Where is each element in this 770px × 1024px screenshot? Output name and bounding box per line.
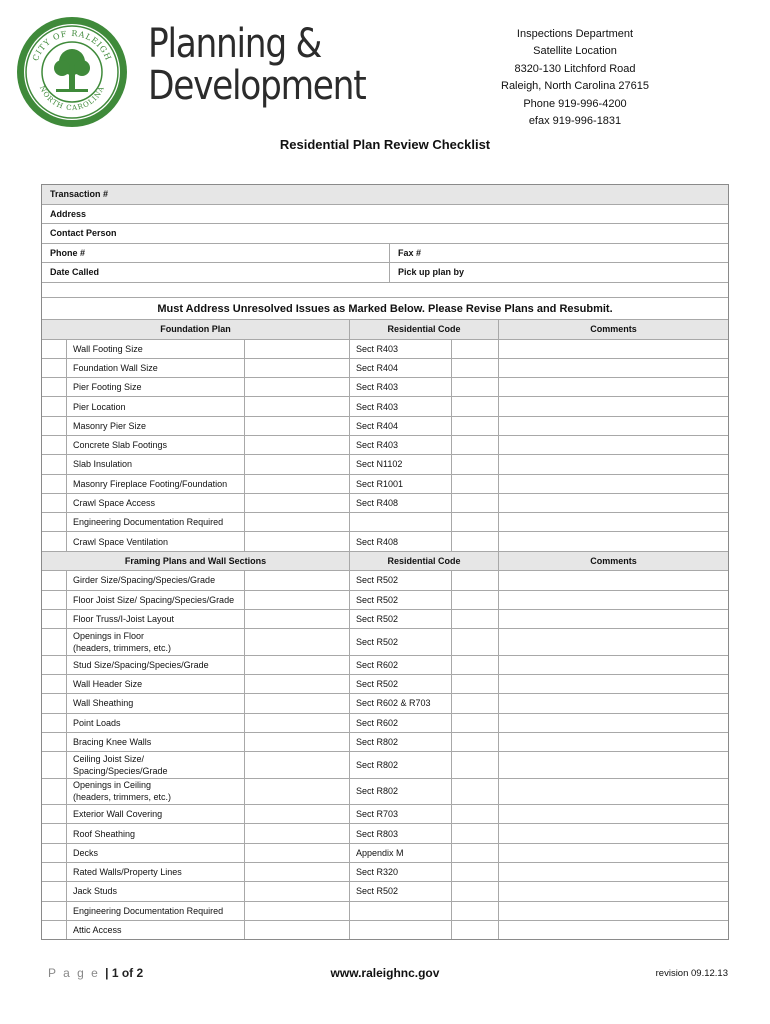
- item-text: Crawl Space Ventilation: [73, 536, 169, 547]
- brand-line-1: Planning &: [148, 21, 322, 67]
- code-note-cell[interactable]: [452, 714, 499, 732]
- checklist-row: [42, 628, 728, 655]
- comments-cell[interactable]: [499, 532, 728, 550]
- item-label: [67, 378, 245, 396]
- checklist-row: [42, 751, 728, 778]
- code-cell: Sect R403: [350, 378, 452, 396]
- comments-cell[interactable]: [499, 714, 728, 732]
- code-note-cell[interactable]: [452, 591, 499, 609]
- code-cell: Sect N1102: [350, 455, 452, 473]
- item-note-cell[interactable]: [245, 397, 350, 415]
- item-text: Ceiling Joist Size/: [73, 753, 145, 764]
- item-note-cell[interactable]: [245, 805, 350, 823]
- item-label: [67, 882, 245, 900]
- item-label: [67, 779, 245, 805]
- item-note-cell[interactable]: [245, 378, 350, 396]
- item-label: [67, 902, 245, 920]
- comments-cell[interactable]: [499, 571, 728, 589]
- item-note-cell[interactable]: [245, 752, 350, 778]
- checklist-row: [42, 396, 728, 415]
- check-box[interactable]: [42, 340, 67, 358]
- instruction-banner: Must Address Unresolved Issues as Marked Below. Please Revise Plans and Resubmit.: [157, 302, 613, 315]
- revision-date: revision 09.12.13: [655, 968, 728, 979]
- item-text: Stud Size/Spacing/Species/Grade: [73, 659, 209, 670]
- item-note-cell[interactable]: [245, 417, 350, 435]
- item-label: [67, 340, 245, 358]
- code-column-header: Residential Code: [350, 320, 499, 339]
- item-text: Openings in Ceiling: [73, 780, 152, 791]
- contact-person-field[interactable]: Contact Person: [50, 228, 117, 239]
- item-text: Jack Studs: [73, 886, 118, 897]
- comments-cell[interactable]: [499, 340, 728, 358]
- date-called-field[interactable]: Date Called: [42, 263, 390, 282]
- section-title: Framing Plans and Wall Sections: [42, 552, 350, 571]
- check-box[interactable]: [42, 656, 67, 674]
- code-note-cell[interactable]: [452, 397, 499, 415]
- department-line: Inspections Department: [516, 28, 634, 40]
- item-text: Masonry Fireplace Footing/Foundation: [73, 478, 228, 489]
- comments-cell[interactable]: [499, 675, 728, 693]
- item-note-cell[interactable]: [245, 714, 350, 732]
- brand-line-2: Development: [148, 63, 366, 109]
- section-title: Foundation Plan: [42, 320, 350, 339]
- item-text: Exterior Wall Covering: [73, 809, 163, 820]
- check-box[interactable]: [42, 591, 67, 609]
- item-label: [67, 610, 245, 628]
- code-cell: Sect R602: [350, 714, 452, 732]
- footer-url[interactable]: www.raleighnc.gov: [330, 966, 440, 980]
- code-note-cell[interactable]: [452, 824, 499, 842]
- comments-cell[interactable]: [499, 844, 728, 862]
- code-cell: [350, 921, 452, 939]
- item-label: [67, 694, 245, 712]
- comments-cell[interactable]: [499, 733, 728, 751]
- item-text: Floor Truss/I-Joist Layout: [73, 614, 175, 624]
- checklist-row: [42, 512, 728, 531]
- check-box[interactable]: [42, 752, 67, 778]
- item-label: [67, 733, 245, 751]
- check-box[interactable]: [42, 455, 67, 473]
- item-label: [67, 494, 245, 512]
- item-text-line-2: (headers, trimmers, etc.): [73, 642, 172, 653]
- code-note-cell[interactable]: [452, 436, 499, 454]
- check-box[interactable]: [42, 902, 67, 920]
- item-text: Engineering Documentation Required: [73, 517, 224, 528]
- code-cell: Sect R502: [350, 591, 452, 609]
- comments-column-header: Comments: [499, 552, 728, 571]
- item-note-cell[interactable]: [245, 494, 350, 512]
- pickup-field[interactable]: Pick up plan by: [398, 267, 465, 278]
- code-cell: Sect R320: [350, 863, 452, 881]
- comments-cell[interactable]: [499, 656, 728, 674]
- checklist-row: [42, 732, 728, 751]
- item-note-cell[interactable]: [245, 475, 350, 493]
- check-box[interactable]: [42, 733, 67, 751]
- item-text: Openings in Floor: [73, 630, 145, 641]
- item-text: Floor Joist Size/ Spacing/Species/Grade: [73, 594, 235, 605]
- checklist-row: [42, 416, 728, 435]
- page-number: | 1 of 2: [105, 966, 144, 980]
- check-box[interactable]: [42, 779, 67, 805]
- code-cell: Sect R502: [350, 675, 452, 693]
- comments-column-header: Comments: [499, 320, 728, 339]
- seal-top-text: CITY OF RALEIGH: [30, 28, 114, 63]
- item-label: [67, 805, 245, 823]
- code-cell: Sect R403: [350, 397, 452, 415]
- item-label: [67, 824, 245, 842]
- code-cell: Sect R502: [350, 629, 452, 655]
- item-note-cell[interactable]: [245, 571, 350, 589]
- item-note-cell[interactable]: [245, 882, 350, 900]
- code-cell: Sect R802: [350, 733, 452, 751]
- comments-cell[interactable]: [499, 591, 728, 609]
- spacer-row: [42, 283, 728, 298]
- item-note-cell[interactable]: [245, 610, 350, 628]
- item-label: [67, 397, 245, 415]
- checklist-row: [42, 713, 728, 732]
- code-cell: Sect R703: [350, 805, 452, 823]
- address-row: [42, 205, 728, 225]
- check-box[interactable]: [42, 494, 67, 512]
- item-text: Wall Footing Size: [73, 343, 143, 354]
- item-label: [67, 921, 245, 939]
- checklist-row: [42, 655, 728, 674]
- code-cell: Sect R404: [350, 359, 452, 377]
- item-text: Bracing Knee Walls: [73, 736, 152, 747]
- department-address: [490, 26, 660, 130]
- check-box[interactable]: [42, 436, 67, 454]
- comments-cell[interactable]: [499, 494, 728, 512]
- code-cell: Sect R403: [350, 340, 452, 358]
- code-cell: Sect R802: [350, 752, 452, 778]
- code-note-cell[interactable]: [452, 779, 499, 805]
- item-label: [67, 714, 245, 732]
- comments-cell[interactable]: [499, 779, 728, 805]
- comments-cell[interactable]: [499, 882, 728, 900]
- item-text: Crawl Space Access: [73, 498, 156, 509]
- checklist-row: [42, 493, 728, 512]
- checklist-row: [42, 609, 728, 628]
- comments-cell[interactable]: [499, 475, 728, 493]
- item-label: [67, 417, 245, 435]
- item-label: [67, 863, 245, 881]
- checklist-row: [42, 693, 728, 712]
- code-cell: Sect R408: [350, 494, 452, 512]
- comments-cell[interactable]: [499, 455, 728, 473]
- section-header-row: [42, 551, 728, 571]
- comments-cell[interactable]: [499, 921, 728, 939]
- check-box[interactable]: [42, 359, 67, 377]
- item-label: [67, 436, 245, 454]
- item-note-cell[interactable]: [245, 844, 350, 862]
- checklist-row: [42, 674, 728, 693]
- item-label: [67, 752, 245, 778]
- item-note-cell[interactable]: [245, 436, 350, 454]
- code-note-cell[interactable]: [452, 921, 499, 939]
- item-text: Concrete Slab Footings: [73, 440, 168, 451]
- checklist-row: [42, 474, 728, 493]
- check-box[interactable]: [42, 475, 67, 493]
- checklist-row: [42, 531, 728, 550]
- comments-cell[interactable]: [499, 436, 728, 454]
- item-text-line-2: (headers, trimmers, etc.): [73, 792, 172, 803]
- code-note-cell[interactable]: [452, 694, 499, 712]
- code-note-cell[interactable]: [452, 805, 499, 823]
- checklist-row: [42, 339, 728, 358]
- item-text: Attic Access: [73, 925, 122, 936]
- item-note-cell[interactable]: [245, 824, 350, 842]
- checklist-row: [42, 590, 728, 609]
- department-line: 8320-130 Litchford Road: [514, 62, 636, 75]
- code-cell: Sect R502: [350, 571, 452, 589]
- comments-cell[interactable]: [499, 694, 728, 712]
- date-pickup-row: [42, 263, 728, 283]
- code-note-cell[interactable]: [452, 863, 499, 881]
- item-text: Point Loads: [73, 717, 121, 728]
- contact-info-table: [41, 184, 729, 321]
- item-label: [67, 591, 245, 609]
- department-line: Raleigh, North Carolina 27615: [501, 80, 649, 93]
- item-label: [67, 656, 245, 674]
- item-text: Rated Walls/Property Lines: [73, 867, 182, 878]
- comments-cell[interactable]: [499, 417, 728, 435]
- item-note-cell[interactable]: [245, 779, 350, 805]
- check-box[interactable]: [42, 805, 67, 823]
- item-text: Pier Footing Size: [73, 382, 142, 393]
- check-box[interactable]: [42, 378, 67, 396]
- code-cell: Sect R408: [350, 532, 452, 550]
- department-line: Satellite Location: [533, 45, 617, 58]
- code-cell: [350, 902, 452, 920]
- brand-wordmark: [148, 21, 401, 109]
- check-box[interactable]: [42, 824, 67, 842]
- item-text: Pier Location: [73, 401, 126, 412]
- code-note-cell[interactable]: [452, 610, 499, 628]
- code-cell: Sect R502: [350, 882, 452, 900]
- seal-bottom-text: NORTH CAROLINA: [37, 84, 107, 113]
- code-note-cell[interactable]: [452, 513, 499, 531]
- item-label: [67, 359, 245, 377]
- transaction-field[interactable]: Transaction #: [50, 189, 109, 200]
- code-cell: Sect R802: [350, 779, 452, 805]
- item-text: Girder Size/Spacing/Species/Grade: [73, 575, 216, 586]
- transaction-row: [42, 185, 728, 205]
- check-box[interactable]: [42, 610, 67, 628]
- code-cell: Sect R803: [350, 824, 452, 842]
- check-box[interactable]: [42, 694, 67, 712]
- code-note-cell[interactable]: [452, 752, 499, 778]
- code-note-cell[interactable]: [452, 532, 499, 550]
- code-note-cell[interactable]: [452, 902, 499, 920]
- section-header-row: [42, 319, 728, 339]
- item-note-cell[interactable]: [245, 532, 350, 550]
- comments-cell[interactable]: [499, 902, 728, 920]
- phone-field[interactable]: Phone #: [42, 244, 390, 263]
- item-text: Decks: [73, 847, 99, 858]
- comments-cell[interactable]: [499, 863, 728, 881]
- code-note-cell[interactable]: [452, 733, 499, 751]
- checklist-row: [42, 778, 728, 805]
- item-note-cell[interactable]: [245, 921, 350, 939]
- item-label: [67, 675, 245, 693]
- code-note-cell[interactable]: [452, 629, 499, 655]
- document-title: Residential Plan Review Checklist: [279, 137, 491, 152]
- item-note-cell[interactable]: [245, 694, 350, 712]
- item-note-cell[interactable]: [245, 629, 350, 655]
- code-cell: Sect R403: [350, 436, 452, 454]
- item-note-cell[interactable]: [245, 656, 350, 674]
- checklist-row: [42, 358, 728, 377]
- check-box[interactable]: [42, 513, 67, 531]
- item-note-cell[interactable]: [245, 340, 350, 358]
- check-box[interactable]: [42, 863, 67, 881]
- item-note-cell[interactable]: [245, 733, 350, 751]
- comments-cell[interactable]: [499, 752, 728, 778]
- checklist-row: [42, 435, 728, 454]
- checklist-row: [42, 454, 728, 473]
- item-text: Engineering Documentation Required: [73, 905, 224, 916]
- department-line: efax 919-996-1831: [528, 115, 622, 128]
- item-note-cell[interactable]: [245, 675, 350, 693]
- item-text: Wall Header Size: [73, 679, 143, 690]
- city-seal-logo: [16, 16, 128, 128]
- checklist-row: [42, 920, 728, 939]
- item-note-cell[interactable]: [245, 455, 350, 473]
- checklist-row: [42, 843, 728, 862]
- item-text: Wall Sheathing: [73, 698, 134, 709]
- checklist-table: [41, 319, 729, 940]
- item-label: [67, 629, 245, 655]
- comments-cell[interactable]: [499, 397, 728, 415]
- code-note-cell[interactable]: [452, 882, 499, 900]
- check-box[interactable]: [42, 675, 67, 693]
- checklist-row: [42, 804, 728, 823]
- code-column-header: Residential Code: [350, 552, 499, 571]
- fax-field[interactable]: Fax #: [398, 247, 422, 258]
- code-note-cell[interactable]: [452, 475, 499, 493]
- item-text: Slab Insulation: [73, 459, 133, 470]
- department-line: Phone 919-996-4200: [523, 97, 627, 110]
- code-cell: Appendix M: [350, 844, 452, 862]
- item-label: [67, 475, 245, 493]
- comments-cell[interactable]: [499, 824, 728, 842]
- checklist-row: [42, 881, 728, 900]
- item-label: [67, 571, 245, 589]
- check-box[interactable]: [42, 417, 67, 435]
- item-text: Foundation Wall Size: [73, 362, 158, 373]
- item-label: [67, 532, 245, 550]
- check-box[interactable]: [42, 571, 67, 589]
- checklist-row: [42, 570, 728, 589]
- code-note-cell[interactable]: [452, 378, 499, 396]
- item-note-cell[interactable]: [245, 513, 350, 531]
- code-note-cell[interactable]: [452, 844, 499, 862]
- code-cell: Sect R1001: [350, 475, 452, 493]
- check-box[interactable]: [42, 714, 67, 732]
- page-word: P a g e: [48, 966, 100, 980]
- comments-cell[interactable]: [499, 513, 728, 531]
- item-label: [67, 455, 245, 473]
- item-note-cell[interactable]: [245, 863, 350, 881]
- code-cell: [350, 513, 452, 531]
- comments-cell[interactable]: [499, 610, 728, 628]
- item-text-line-2: Spacing/Species/Grade: [73, 765, 168, 776]
- code-cell: Sect R502: [350, 610, 452, 628]
- item-label: [67, 844, 245, 862]
- check-box[interactable]: [42, 921, 67, 939]
- item-text: Masonry Pier Size: [73, 420, 147, 431]
- code-note-cell[interactable]: [452, 359, 499, 377]
- check-box[interactable]: [42, 397, 67, 415]
- code-note-cell[interactable]: [452, 417, 499, 435]
- code-note-cell[interactable]: [452, 656, 499, 674]
- code-note-cell[interactable]: [452, 340, 499, 358]
- item-note-cell[interactable]: [245, 591, 350, 609]
- checklist-row: [42, 901, 728, 920]
- address-field[interactable]: Address: [50, 208, 87, 219]
- code-cell: Sect R602 & R703: [350, 694, 452, 712]
- item-note-cell[interactable]: [245, 359, 350, 377]
- check-box[interactable]: [42, 882, 67, 900]
- code-note-cell[interactable]: [452, 571, 499, 589]
- check-box[interactable]: [42, 532, 67, 550]
- comments-cell[interactable]: [499, 359, 728, 377]
- code-cell: Sect R602: [350, 656, 452, 674]
- code-cell: Sect R404: [350, 417, 452, 435]
- contact-row: [42, 224, 728, 244]
- comments-cell[interactable]: [499, 378, 728, 396]
- item-note-cell[interactable]: [245, 902, 350, 920]
- phone-fax-row: [42, 244, 728, 264]
- code-note-cell[interactable]: [452, 675, 499, 693]
- comments-cell[interactable]: [499, 629, 728, 655]
- comments-cell[interactable]: [499, 805, 728, 823]
- code-note-cell[interactable]: [452, 494, 499, 512]
- checklist-row: [42, 377, 728, 396]
- code-note-cell[interactable]: [452, 455, 499, 473]
- item-text: Roof Sheathing: [73, 828, 136, 839]
- checklist-row: [42, 823, 728, 842]
- checklist-row: [42, 862, 728, 881]
- check-box[interactable]: [42, 629, 67, 655]
- item-label: [67, 513, 245, 531]
- check-box[interactable]: [42, 844, 67, 862]
